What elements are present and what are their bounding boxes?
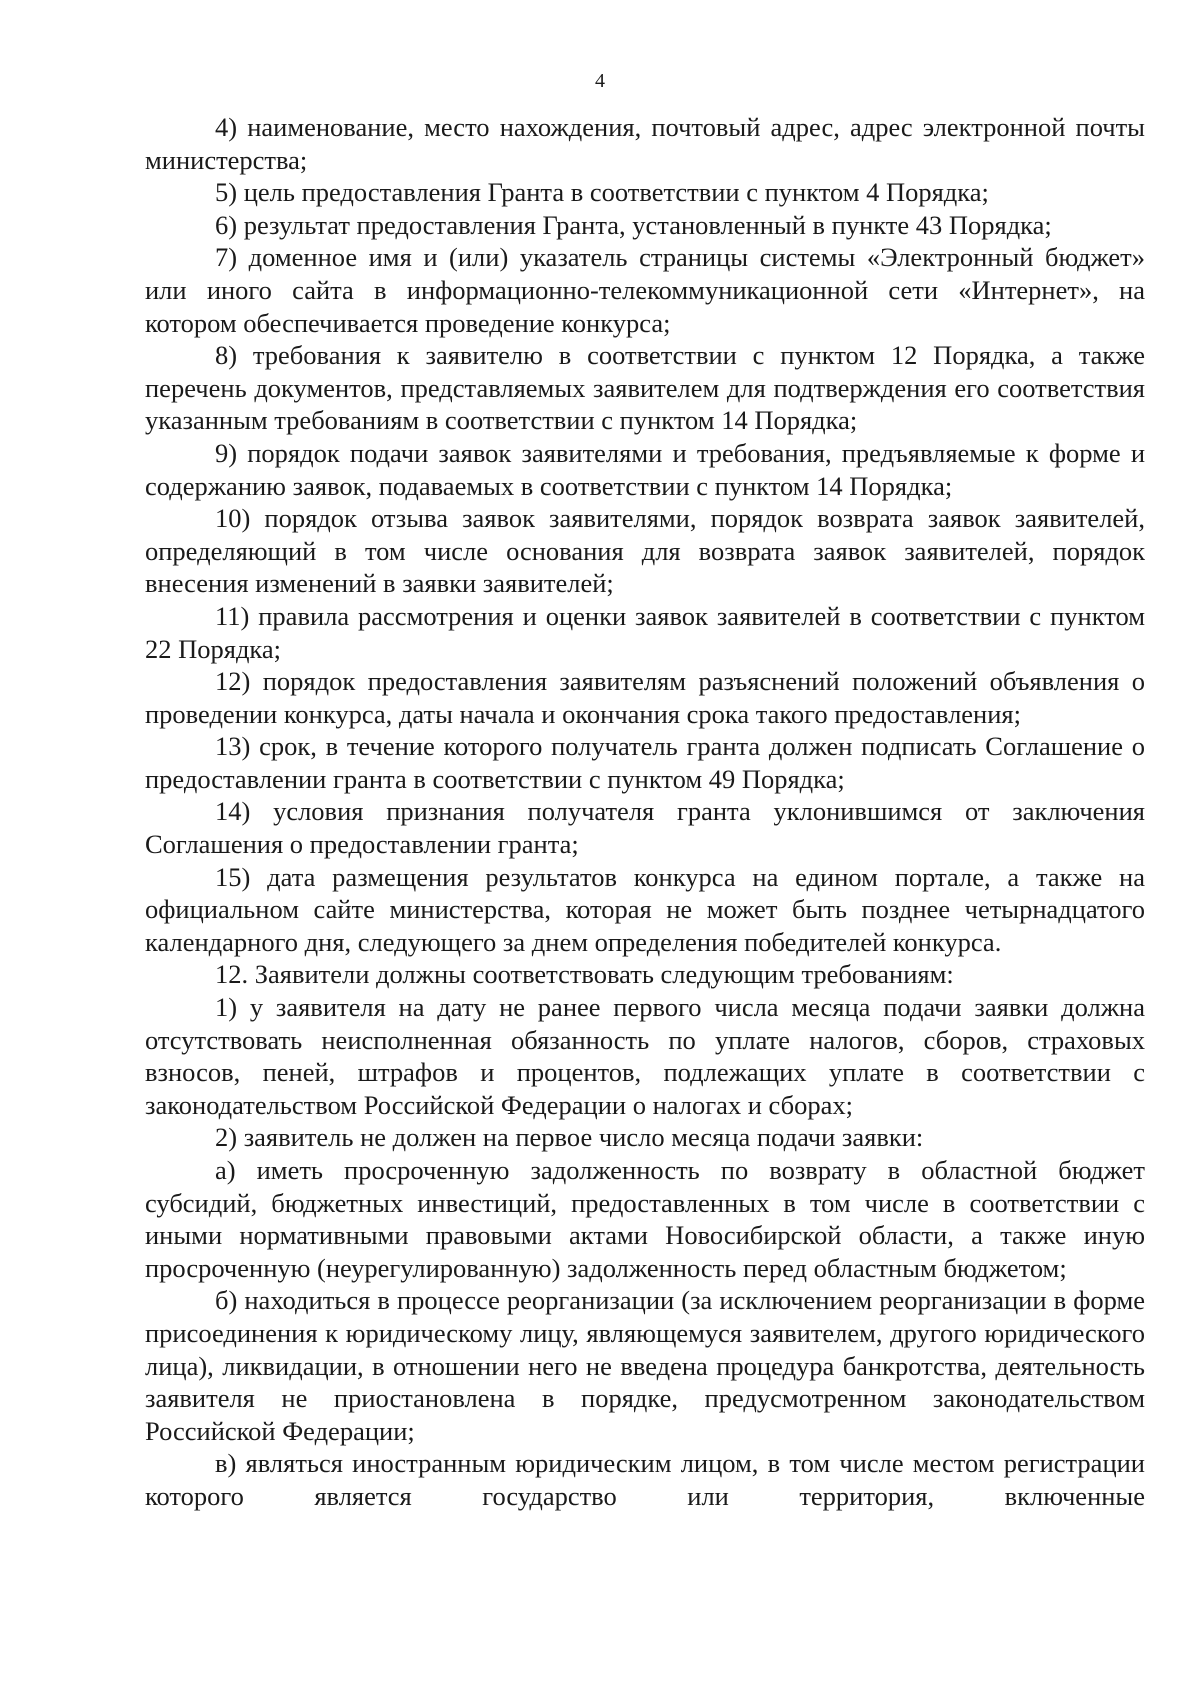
- paragraph-item-9: 9) порядок подачи заявок заявителями и требования, предъявляемые к форме и содержанию заявок, подаваемых в соответствии с пунктом 14 Порядка;: [145, 437, 1145, 501]
- requirement-2-b: б) находиться в процессе реорганизации (за исключением реорганизации в форме присоединения к юридическому лицу, являющемуся заявителем, другого юридического лица), ликвидации, в отношении него не введена процедура банкротства, деятельность заявителя не приостановлена в порядке, предусмотренном законодательством Российской Федерации;: [145, 1285, 1145, 1446]
- requirement-1: 1) у заявителя на дату не ранее первого числа месяца подачи заявки должна отсутствовать неисполненная обязанность по уплате налогов, сборов, страховых взносов, пеней, штрафов и процентов, подлежащих уплате в соответствии с законодательством Российской Федерации о налогах и сборах;: [145, 992, 1145, 1120]
- document-body: [145, 111, 1145, 1513]
- paragraph-item-8: 8) требования к заявителю в соответствии с пунктом 12 Порядка, а также перечень документов, представляемых заявителем для подтверждения его соответствия указанным требованиям в соответствии с пунктом 14 Порядка;: [145, 340, 1145, 436]
- page-number: 4: [595, 70, 605, 92]
- requirement-2-v: в) являться иностранным юридическим лицом, в том числе местом регистрации которого является государство или территория, включенные: [145, 1448, 1145, 1511]
- paragraph-item-4: 4) наименование, место нахождения, почтовый адрес, адрес электронной почты министерства;: [145, 112, 1145, 175]
- paragraph-item-5: 5) цель предоставления Гранта в соответствии с пунктом 4 Порядка;: [215, 177, 989, 208]
- section-12-heading: 12. Заявители должны соответствовать следующим требованиям:: [215, 959, 954, 990]
- paragraph-item-10: 10) порядок отзыва заявок заявителями, порядок возврата заявок заявителей, определяющий в том числе основания для возврата заявок заявителей, порядок внесения изменений в заявки заявителей;: [145, 503, 1145, 599]
- paragraph-item-14: 14) условия признания получателя гранта уклонившимся от заключения Соглашения о предоставлении гранта;: [145, 796, 1145, 860]
- paragraph-item-15: 15) дата размещения результатов конкурса на едином портале, а также на официальном сайте министерства, которая не может быть позднее четырнадцатого календарного дня, следующего за днем определения победителей конкурса.: [145, 861, 1145, 957]
- paragraph-item-7: 7) доменное имя и (или) указатель страницы системы «Электронный бюджет» или иного сайта в информационно-телекоммуникационной сети «Интернет», на котором обеспечивается проведение конкурса;: [145, 242, 1145, 338]
- paragraph-item-13: 13) срок, в течение которого получатель гранта должен подписать Соглашение о предоставлении гранта в соответствии с пунктом 49 Порядка;: [145, 731, 1145, 794]
- requirement-2-a: а) иметь просроченную задолженность по возврату в областной бюджет субсидий, бюджетных инвестиций, предоставленных в том числе в соответствии с иными нормативными правовыми актами Новосибирской области, а также иную просроченную (неурегулированную) задолженность перед областным бюджетом;: [145, 1155, 1145, 1283]
- paragraph-item-12: 12) порядок предоставления заявителям разъяснений положений объявления о проведении конкурса, даты начала и окончания срока такого предоставления;: [145, 666, 1145, 729]
- paragraph-item-6: 6) результат предоставления Гранта, установленный в пункте 43 Порядка;: [215, 209, 1052, 240]
- paragraph-item-11: 11) правила рассмотрения и оценки заявок заявителей в соответствии с пунктом 22 Порядка;: [145, 600, 1145, 664]
- requirement-2: 2) заявитель не должен на первое число месяца подачи заявки:: [215, 1122, 924, 1153]
